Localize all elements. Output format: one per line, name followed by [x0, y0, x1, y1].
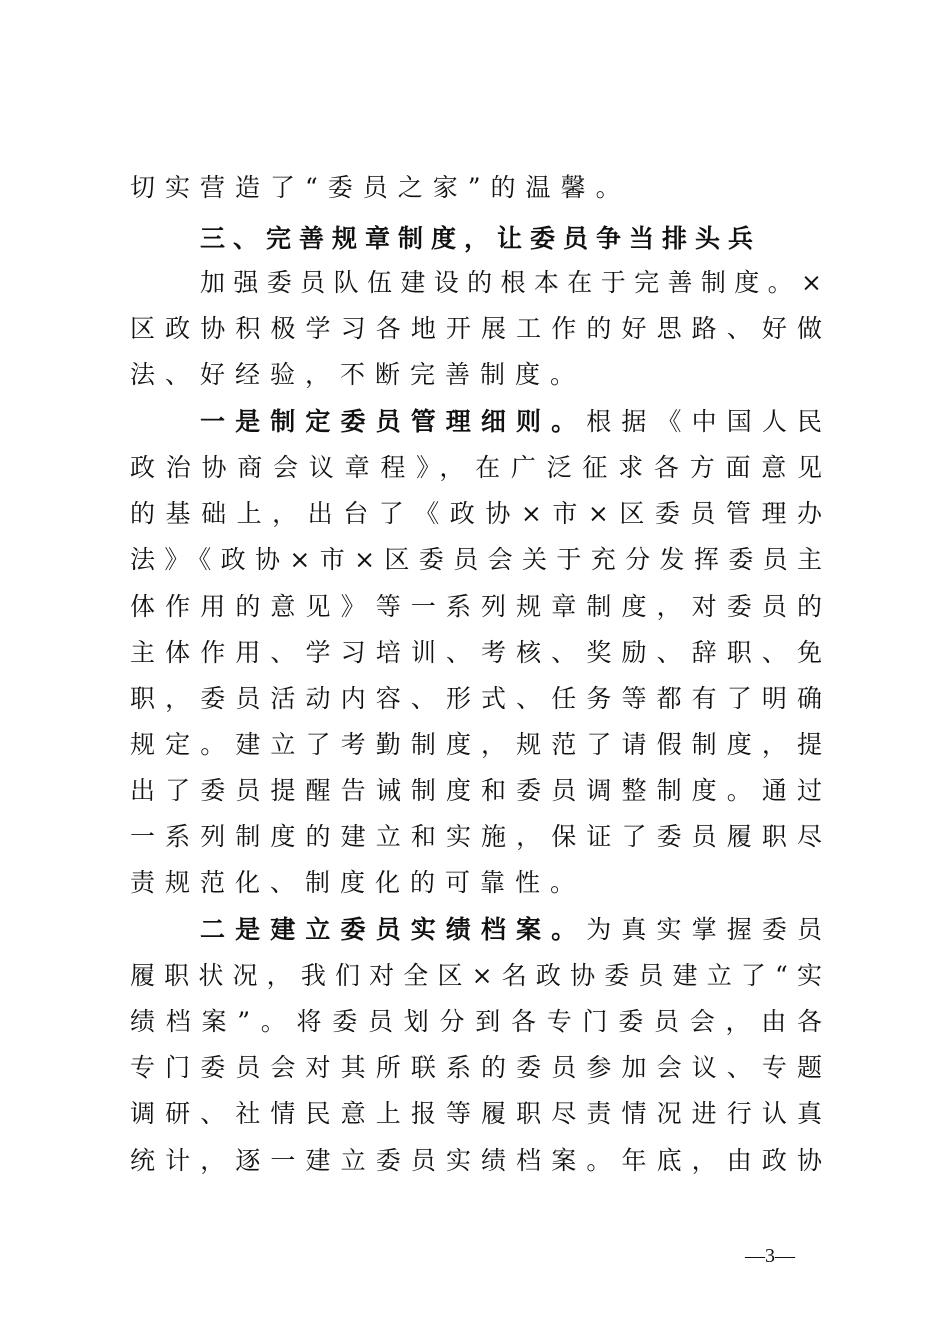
paragraph-line: 责规范化、制度化的可靠性。: [130, 868, 586, 897]
paragraph-text: 为真实掌握委员: [586, 915, 822, 944]
paragraph-line: 出了委员提醒告诫制度和委员调整制度。通过: [130, 776, 822, 805]
paragraph-line: 主体作用、学习培训、考核、奖励、辞职、免: [130, 638, 822, 667]
paragraph-line: 规定。建立了考勤制度，规范了请假制度，提: [130, 730, 822, 759]
paragraph-line: 专门委员会对其所联系的委员参加会议、专题: [130, 1053, 822, 1082]
paragraph-line: 履职状况，我们对全区×名政协委员建立了“实: [130, 961, 822, 990]
section-heading: 三、完善规章制度，让委员争当排头兵: [200, 224, 762, 253]
page-number: —3—: [745, 1245, 795, 1267]
paragraph-line: 的基础上，出台了《政协×市×区委员管理办: [130, 499, 822, 528]
paragraph-line: 职，委员活动内容、形式、任务等都有了明确: [130, 684, 822, 713]
paragraph-line: 政治协商会议章程》，在广泛征求各方面意见: [130, 453, 822, 482]
paragraph-line: 体作用的意见》等一系列规章制度，对委员的: [130, 592, 822, 621]
paragraph-line: 绩档案”。将委员划分到各专门委员会，由各: [130, 1007, 822, 1036]
paragraph-line: 统计，逐一建立委员实绩档案。年底，由政协: [130, 1146, 822, 1175]
paragraph-line: 切实营造了“委员之家”的温馨。: [130, 173, 631, 202]
paragraph-first-line: [200, 402, 822, 442]
paragraph-line: 区政协积极学习各地开展工作的好思路、好做: [130, 314, 822, 343]
paragraph-text: 根据《中国人民: [586, 407, 822, 436]
lead-phrase: 二是建立委员实绩档案。: [200, 915, 587, 944]
paragraph-line: 法》《政协×市×区委员会关于充分发挥委员主: [130, 545, 822, 574]
paragraph-line: 加强委员队伍建设的根本在于完善制度。×: [200, 268, 822, 297]
lead-phrase: 一是制定委员管理细则。: [200, 407, 587, 436]
paragraph-line: 调研、社情民意上报等履职尽责情况进行认真: [130, 1099, 822, 1128]
paragraph-line: 法、好经验，不断完善制度。: [130, 360, 586, 389]
paragraph-first-line: [200, 910, 822, 950]
paragraph-line: 一系列制度的建立和实施，保证了委员履职尽: [130, 822, 822, 851]
